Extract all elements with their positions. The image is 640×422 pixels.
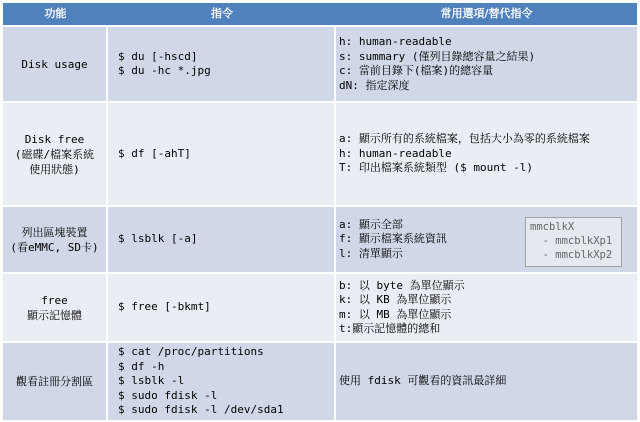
header-options: 常用選項/替代指令 <box>440 7 533 20</box>
options-cell <box>336 343 637 420</box>
option-line: a: 顯示所有的系統檔案，包括大小為零的系統檔案 <box>339 132 590 146</box>
option-line: c: 當前目錄下(檔案)的總容量 <box>339 64 494 77</box>
function-cell <box>3 103 108 205</box>
option-line: 使用 fdisk 可觀看的資訊最詳細 <box>339 374 507 388</box>
command-cell <box>108 103 336 205</box>
function-cell <box>3 343 108 420</box>
table-row-partitions <box>3 341 637 420</box>
option-line: T: 印出檔案系統類型 ($ mount -l) <box>339 161 533 175</box>
options-cell <box>336 207 637 272</box>
device-tree-box <box>525 217 622 267</box>
command-cell <box>108 207 336 272</box>
function-label: 觀看註冊分割區 <box>16 375 93 388</box>
command-table <box>3 3 637 420</box>
function-label: Disk free <box>24 132 85 146</box>
option-line: dN: 指定深度 <box>339 78 410 92</box>
table-row-disk-free <box>3 101 637 205</box>
option-line: s: summary (僅列目錄總容量之結果) <box>339 49 536 63</box>
table-row-disk-usage <box>3 25 637 101</box>
command-cell <box>108 27 336 101</box>
command-line: $ sudo fdisk -l <box>118 388 218 402</box>
header-function: 功能 <box>44 7 67 20</box>
option-line: a: 顯示全部 <box>339 217 403 231</box>
options-cell <box>336 27 637 101</box>
option-line: l: 清單顯示 <box>339 246 403 260</box>
option-line: t:顯示記憶體的總和 <box>339 322 441 335</box>
command-line: $ lsblk [-a] <box>118 232 198 246</box>
device-tree-line: - mmcblkXp2 <box>530 249 613 261</box>
command-line: $ df [-ahT] <box>118 146 191 160</box>
command-line: $ du -hc *.jpg <box>118 64 211 77</box>
options-cell <box>336 274 637 341</box>
options-cell <box>336 103 637 205</box>
option-line: f: 顯示檔案系統資訊 <box>339 232 447 246</box>
command-cell <box>108 343 336 420</box>
command-cell <box>108 274 336 341</box>
function-label: free <box>41 293 68 307</box>
option-line: k: 以 KB 為單位顯示 <box>339 293 452 306</box>
function-cell <box>3 207 108 272</box>
option-line: h: human-readable <box>339 35 452 48</box>
function-label: 顯示記憶體 <box>27 308 82 322</box>
command-line: $ lsblk -l <box>118 374 185 388</box>
function-label: Disk usage <box>21 57 88 71</box>
command-line: $ free [-bkmt] <box>118 300 211 314</box>
function-label: 列出區塊裝置 <box>21 225 88 239</box>
command-line: $ df -h <box>118 359 165 373</box>
table-header <box>3 3 637 25</box>
function-label: 使用狀態) <box>29 162 80 176</box>
header-command: 指令 <box>211 7 233 20</box>
command-line: $ sudo fdisk -l /dev/sda1 <box>118 403 284 417</box>
function-cell <box>3 27 108 101</box>
table-row-lsblk <box>3 205 637 272</box>
table-row-free <box>3 272 637 341</box>
device-tree-line: mmcblkX <box>530 221 575 233</box>
option-line: b: 以 byte 為單位顯示 <box>339 278 465 292</box>
function-cell <box>3 274 108 341</box>
option-line: m: 以 MB 為單位顯示 <box>339 307 452 321</box>
device-tree-line: - mmcblkXp1 <box>530 235 613 247</box>
option-line: h: human-readable <box>339 146 452 160</box>
command-line: $ du [-hscd] <box>118 49 198 63</box>
function-label: (磁碟/檔案系統 <box>14 147 95 161</box>
function-label: (看eMMC, SD卡) <box>10 240 99 254</box>
command-line: $ cat /proc/partitions <box>118 345 264 359</box>
